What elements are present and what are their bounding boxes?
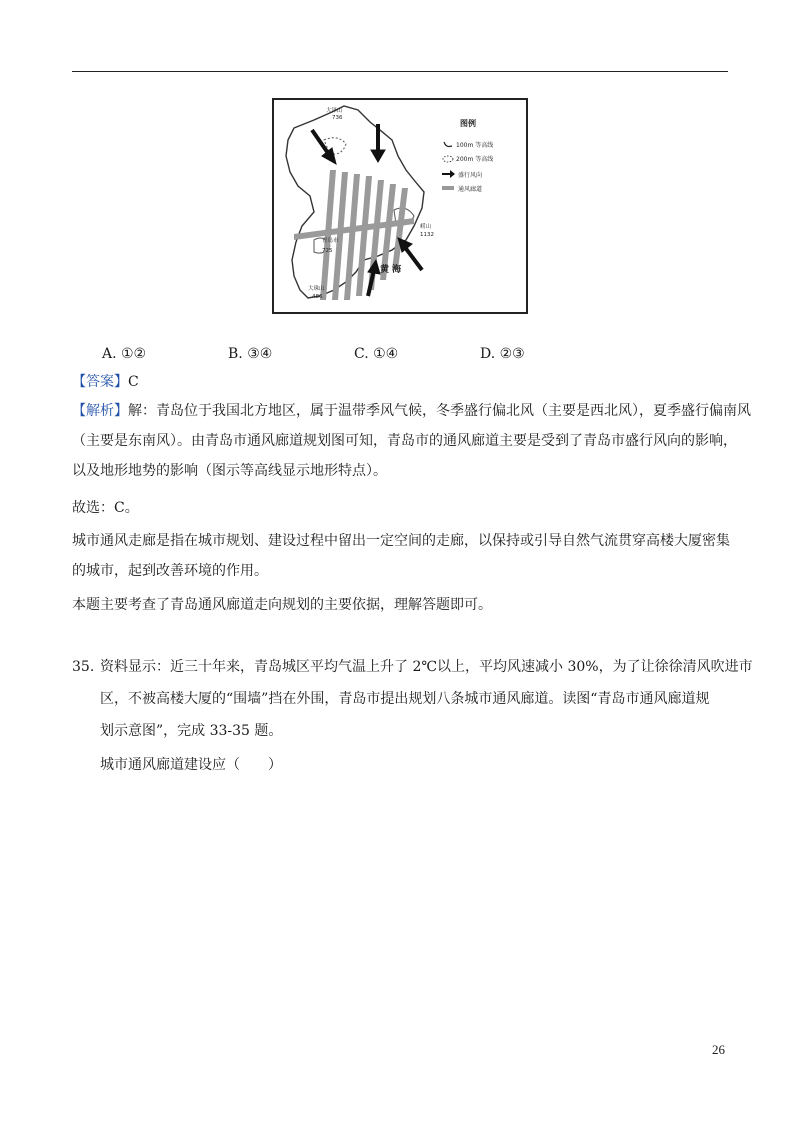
choice-b[interactable]: B. ③④: [228, 346, 273, 362]
legend-200m: 200m 等高线: [456, 156, 494, 163]
choice-a[interactable]: A. ①②: [102, 346, 147, 362]
analysis-line-4: 故选：C。: [72, 500, 139, 516]
map-drawing: [274, 100, 526, 312]
label-mid-elev: 725: [322, 248, 333, 254]
label-laoshan-elev: 1132: [420, 232, 434, 238]
choice-c[interactable]: C. ①④: [354, 346, 399, 362]
analysis-line-7: 本题主要考查了青岛通风廊道走向规划的主要依据，理解答题即可。: [72, 597, 492, 613]
label-dazhushan: 大珠山: [308, 286, 325, 292]
question-line-3: 划示意图”，完成 33-35 题。: [100, 723, 283, 739]
legend-wind-icon: [442, 170, 455, 178]
question-line-2: 区，不被高楼大厦的“围墙”挡在外围，青岛市提出规划八条城市通风廊道。读图“青岛市通风廊道规: [100, 691, 710, 707]
map-legend: [442, 118, 493, 193]
label-dazhushan-elev: 486: [312, 294, 323, 300]
choice-d[interactable]: D. ②③: [480, 346, 525, 362]
legend-100m-icon: [444, 142, 452, 147]
analysis-line-6: 的城市，起到改善环境的作用。: [72, 563, 268, 579]
label-dazeshan: 大泽山: [326, 108, 343, 114]
legend-200m-icon: [443, 156, 453, 162]
answer-tag: 【答案】: [72, 374, 128, 390]
analysis-line-3: 以及地形地势的影响（图示等高线显示地形特点）。: [72, 463, 387, 479]
legend-wind: 盛行风向: [458, 172, 483, 179]
ventilation-corridors: [294, 170, 414, 300]
label-yellow-sea: 黄 海: [380, 265, 402, 275]
legend-100m: 100m 等高线: [456, 142, 494, 149]
question-number: 35.: [72, 659, 95, 675]
analysis-tag: 【解析】: [72, 403, 128, 419]
analysis-line-2: （主要是东南风）。由青岛市通风廊道规划图可知，青岛市的通风廊道主要是受到了青岛市盛行风向的影响，: [72, 433, 737, 449]
analysis-line-1: [72, 400, 751, 422]
label-city: 青岛市: [322, 238, 339, 244]
legend-title: 图例: [460, 119, 476, 128]
ventilation-corridor-map: [272, 98, 528, 314]
legend-corridor: 通风廊道: [458, 186, 483, 193]
analysis-line-5: 城市通风走廊是指在城市规划、建设过程中留出一定空间的走廊，以保持或引导自然气流贯穿高楼大厦密集: [72, 533, 730, 549]
label-dazeshan-elev: 736: [332, 115, 343, 121]
analysis-text-1: 解：青岛位于我国北方地区，属于温带季风气候，冬季盛行偏北风（主要是西北风），夏季盛行偏南风: [128, 403, 751, 419]
answer-line: [72, 371, 139, 393]
question-line-1: 资料显示：近三十年来，青岛城区平均气温上升了 2℃以上，平均风速减小 30%，为了让徐徐清风吹进市: [100, 659, 753, 675]
answer-value: C: [128, 374, 139, 390]
header-rule: [72, 71, 728, 72]
label-laoshan: 崂山: [420, 224, 432, 230]
legend-corridor-icon: [442, 186, 454, 190]
question-line-4: 城市通风廊道建设应（ ）: [100, 757, 282, 773]
page-number: 26: [712, 1042, 725, 1057]
